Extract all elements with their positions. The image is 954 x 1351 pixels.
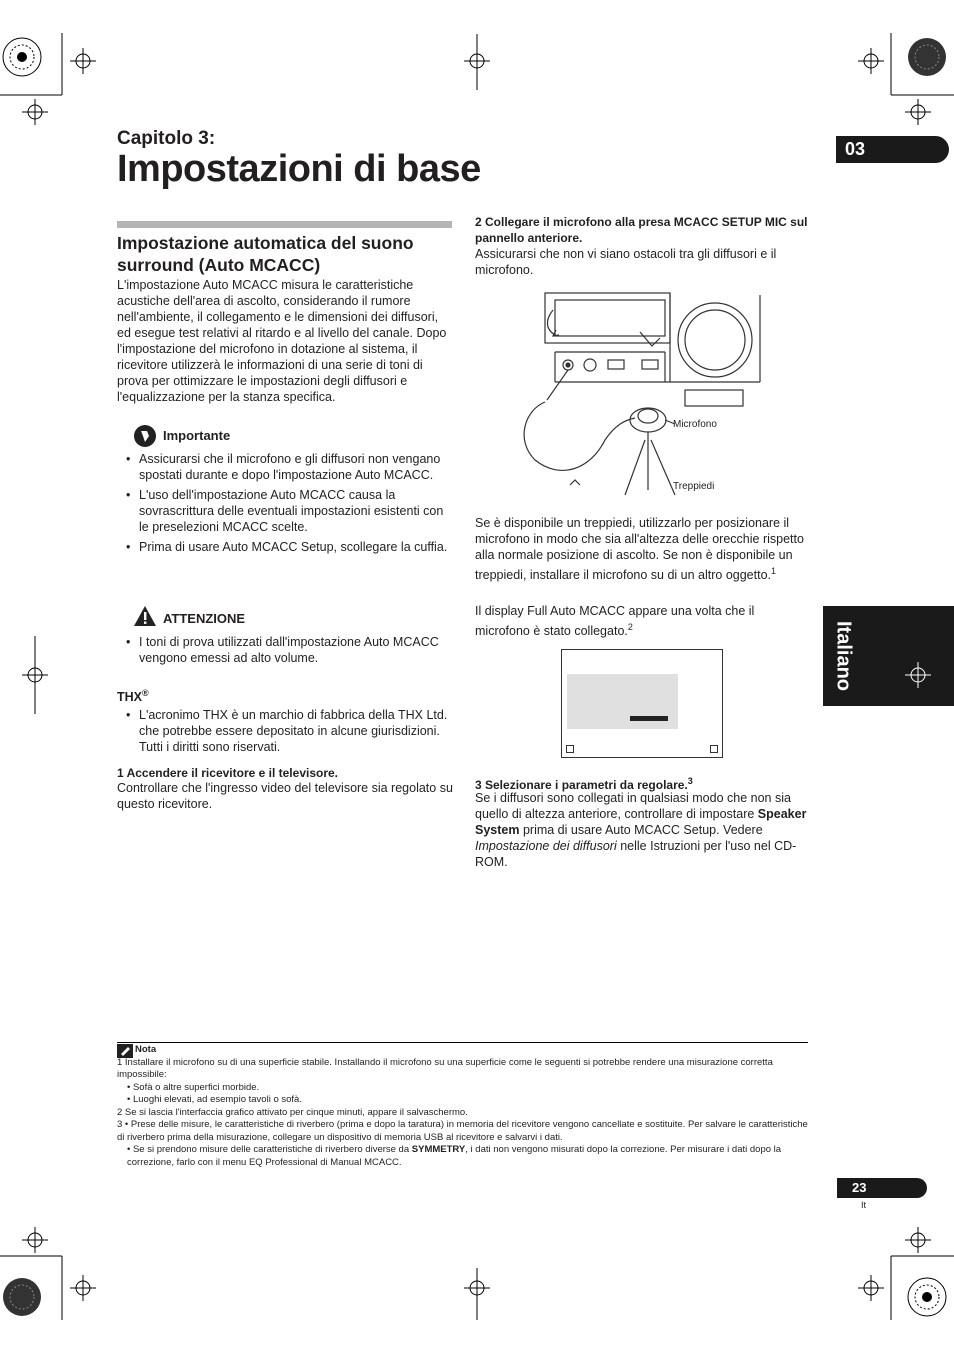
- step-2-body: Assicurarsi che non vi siano ostacoli tra gli diffusori e il microfono.: [475, 247, 777, 277]
- language-tab: [823, 606, 954, 706]
- important-heading: Importante: [163, 428, 231, 443]
- footnote-ref-1: 1: [771, 566, 777, 576]
- registration-mark-icon: [905, 662, 931, 688]
- screen-corner-icon: [566, 745, 574, 753]
- warning-icon: [133, 605, 157, 627]
- step-3-body-italic: Impostazione dei diffusori: [475, 839, 617, 853]
- footnote-ref-3: 3: [687, 776, 693, 786]
- caution-list: [117, 634, 453, 670]
- tripod-paragraph: [475, 515, 808, 583]
- note-2: 2 Se si lascia l'interfaccia grafico attivato per cinque minuti, appare il salvaschermo.: [117, 1106, 468, 1118]
- thx-heading-text: THX: [117, 690, 142, 705]
- section-intro: L'impostazione Auto MCACC misura le caratteristiche acustiche dell'area di ascolto, considerando il rumore nell'ambiente, il collegamento e le dimensioni dei diffusori, ed esegue test relativi al ritardo e al livello del canale. Dopo l'impostazione del microfono in dotazione al sistema, il ricevitore utilizzerà le informazioni di una serie di toni di prova per ottimizzare le impostazioni degli diffusori e l'equalizzazione per la stanza specifica.: [117, 278, 447, 404]
- page-number: 23: [852, 1180, 867, 1195]
- note-3b-post: , i dati non vengono misurati dopo la correzione. Per misurare i dati dopo la correzione, farlo con il menu EQ Professional di Manual MCACC.: [127, 1144, 782, 1168]
- step-2-title: 2 Collegare il microfono alla presa MCACC SETUP MIC sul pannello anteriore.: [475, 215, 808, 245]
- list-item: • L'uso dell'impostazione Auto MCACC causa la sovrascrittura delle eventuali impostazioni esistenti con le preselezioni MCACC scelte.: [117, 487, 453, 535]
- page-number-tab: [837, 1178, 927, 1198]
- notes-divider: [117, 1042, 808, 1043]
- step-3-body-c: nelle Istruzioni per l'uso nel CD-ROM.: [475, 839, 797, 869]
- language-code: It: [861, 1200, 867, 1210]
- step-3-body-a: Se i diffusori sono collegati in qualsiasi modo che non sia quello di altezza anteriore, controllare di impostare: [475, 791, 791, 821]
- step-3-body-bold: Speaker System: [475, 807, 807, 837]
- list-item: • Prima di usare Auto MCACC Setup, scollegare la cuffia.: [117, 539, 453, 555]
- note-1: 1 Installare il microfono su di una superficie stabile. Installando il microfono su una superficie come le seguenti si potrebbe rendere una misurazione corretta impossibile:: [117, 1056, 773, 1080]
- step-3-body-b: prima di usare Auto MCACC Setup. Vedere: [519, 823, 763, 837]
- chapter-number-tab: [836, 136, 949, 163]
- figure-label-tripod: Treppiedi: [673, 481, 715, 492]
- footnote-ref-2: 2: [627, 622, 633, 632]
- display-paragraph: [475, 603, 808, 639]
- screen-highlight-bar: [630, 716, 668, 721]
- thx-list: [117, 707, 453, 759]
- section-bar: [117, 221, 452, 228]
- tripod-paragraph-text: Se è disponibile un treppiedi, utilizzarlo per posizionare il microfono in modo che sia all'altezza delle orecchie rispetto alla normale posizione di ascolto. Se non è disponibile un treppiedi, installare il microfono su di un altro oggetto.: [475, 516, 804, 583]
- note-3b-bold: SYMMETRY: [411, 1144, 466, 1155]
- important-list: [117, 451, 453, 559]
- note-1-bullet: • Sofà o altre superfici morbide.: [127, 1081, 260, 1093]
- step-3-body: [475, 790, 808, 870]
- section-title: Impostazione automatica del suono surround (Auto MCACC): [117, 233, 414, 275]
- chapter-label: Capitolo 3:: [117, 128, 216, 149]
- note-3a: 3 • Prese delle misure, le caratteristiche di riverbero (prima e dopo la taratura) in memoria del ricevitore vengono cancellate e sostituite. Per salvare le caratteristiche di riverbero prima della misurazione, collegare un dispositivo di memoria USB al ricevitore e salvarvi i dati.: [117, 1119, 808, 1143]
- figure-label-microphone: Microfono: [673, 419, 717, 430]
- microphone-connection-illustration: [515, 290, 775, 502]
- step-1-body: Controllare che l'ingresso video del televisore sia regolato su questo ricevitore.: [117, 781, 453, 811]
- note-1-bullet: • Luoghi elevati, ad esempio tavoli o sofà.: [127, 1094, 302, 1105]
- page-title: Impostazioni di base: [117, 148, 481, 190]
- screen-corner-icon: [710, 745, 718, 753]
- notes: [117, 1044, 809, 1169]
- note-3b: [117, 1144, 809, 1169]
- language-tab-label: Italiano: [832, 620, 855, 692]
- thx-heading: [117, 688, 149, 704]
- list-item: • I toni di prova utilizzati dall'impostazione Auto MCACC vengono emessi ad alto volume.: [117, 634, 453, 666]
- chapter-number: 03: [845, 139, 866, 159]
- step-3-title-text: 3 Selezionare i parametri da regolare.: [475, 778, 688, 792]
- important-icon: [133, 424, 157, 448]
- registered-mark: ®: [142, 688, 149, 698]
- notes-heading: Nota: [135, 1044, 157, 1055]
- step-1-title: 1 Accendere il ricevitore e il televisore.: [117, 766, 339, 780]
- note-3b-pre: • Se si prendono misure delle caratteristiche di riverbero diverse da: [127, 1144, 412, 1155]
- display-paragraph-text: Il display Full Auto MCACC appare una volta che il microfono è stato collegato.: [475, 604, 755, 639]
- caution-heading: ATTENZIONE: [163, 611, 246, 626]
- list-item: • Assicurarsi che il microfono e gli diffusori non vengano spostati durante e dopo l'impostazione Auto MCACC.: [117, 451, 453, 483]
- list-item: • L'acronimo THX è un marchio di fabbrica della THX Ltd. che potrebbe essere depositato in alcune giurisdizioni. Tutti i diritti sono riservati.: [117, 707, 453, 755]
